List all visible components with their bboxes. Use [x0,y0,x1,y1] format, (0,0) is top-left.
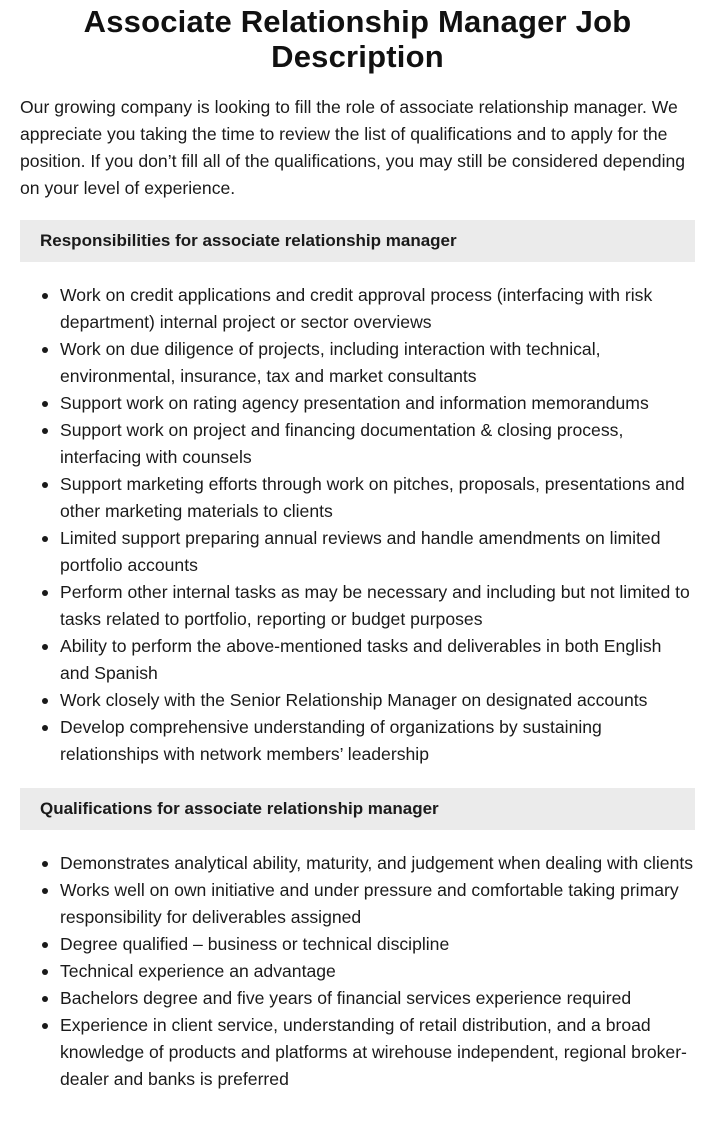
responsibilities-list [20,282,695,768]
list-item: Support work on project and financing documentation & closing process, interfacing with counsels [60,417,695,471]
list-item: Support work on rating agency presentation and information memorandums [60,390,695,417]
list-item: Experience in client service, understanding of retail distribution, and a broad knowledge of products and platforms at wirehouse independent, regional broker-dealer and banks is preferred [60,1012,695,1093]
intro-paragraph: Our growing company is looking to fill the role of associate relationship manager. We appreciate you taking the time to review the list of qualifications and to apply for the position. If you don’t fill all of the qualifications, you may still be considered depending on your level of experience. [20,97,686,198]
list-item: Degree qualified – business or technical discipline [60,931,695,958]
list-item: Work on due diligence of projects, including interaction with technical, environmental, insurance, tax and market consultants [60,336,695,390]
list-item: Technical experience an advantage [60,958,695,985]
responsibilities-heading: Responsibilities for associate relationship manager [20,220,695,262]
list-item: Demonstrates analytical ability, maturity, and judgement when dealing with clients [60,850,695,877]
list-item: Bachelors degree and five years of financial services experience required [60,985,695,1012]
qualifications-heading: Qualifications for associate relationship manager [20,788,695,830]
list-item: Ability to perform the above-mentioned tasks and deliverables in both English and Spanish [60,633,695,687]
list-item: Perform other internal tasks as may be necessary and including but not limited to tasks related to portfolio, reporting or budget purposes [60,579,695,633]
qualifications-list [20,850,695,1093]
list-item: Support marketing efforts through work on pitches, proposals, presentations and other marketing materials to clients [60,471,695,525]
list-item: Develop comprehensive understanding of organizations by sustaining relationships with network members’ leadership [60,714,695,768]
list-item: Works well on own initiative and under pressure and comfortable taking primary responsibility for deliverables assigned [60,877,695,931]
list-item: Limited support preparing annual reviews and handle amendments on limited portfolio accounts [60,525,695,579]
page-title: Associate Relationship Manager Job Description [83,4,632,74]
list-item: Work on credit applications and credit approval process (interfacing with risk department) internal project or sector overviews [60,282,695,336]
list-item: Work closely with the Senior Relationship Manager on designated accounts [60,687,695,714]
